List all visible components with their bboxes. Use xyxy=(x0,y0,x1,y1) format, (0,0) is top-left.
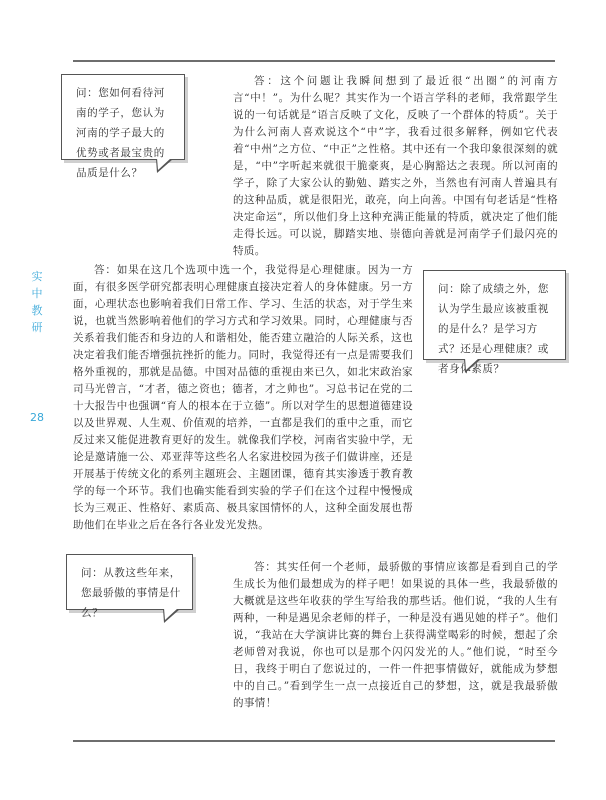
side-label-char: 中 xyxy=(31,287,43,300)
question-3-text: 问：从教这些年来，您最骄傲的事情是什么？ xyxy=(81,567,181,619)
question-bubble-3 xyxy=(66,554,193,619)
bottom-rule xyxy=(73,740,555,742)
answer-1-text: 答：这个问题让我瞬间想到了最近很“出圈”的河南方言“中！”。为什么呢？其实作为一个语言学科的老师，我常跟学生说的一句话就是“语言反映了文化，反映了一个群体的特质”。关于为什么河南人喜欢说这个“中”字，我看过很多解释，例如它代表着“中州”之方位、“中正”之性格。其中还有一个我印象很深刻的就是，“中”字听起来就很干脆豪爽，是心胸豁达之表现。所以河南的学子，除了大家公认的勤勉、踏实之外，当然也有河南人普遍具有的这种品质，就是很阳光，敢亮，向上向善。中国有句老话是“性格决定命运”，所以他们身上这种充满正能量的特质，就决定了他们能走得长远。可以说，脚踏实地、崇德向善就是河南学子们最闪亮的特质。 xyxy=(233,75,558,257)
question-1-text: 问：您如何看待河南的学子，您认为河南的学子最大的优势或者最宝贵的品质是什么？ xyxy=(76,87,165,179)
page-number: 28 xyxy=(30,411,44,424)
side-label-char: 实 xyxy=(31,270,43,283)
side-label-char: 教 xyxy=(31,304,43,317)
answer-3-text: 答：其实任何一个老师，最骄傲的事情应该都是看到自己的学生成长为他们最想成为的样子吧！如果说的具体一些，我最骄傲的大概就是这些年收获的学生写给我的那些话。他们说，“我的人生有两种，一种是遇见余老师的样子，一种是没有遇见她的样子”。他们说，“我站在大学演讲比赛的舞台上获得满堂喝彩的时候，想起了余老师曾对我说，你也可以是那个闪闪发光的人。”他们说，“时至今日，我终于明白了您说过的，一件一件把事情做好，就能成为梦想中的自己。”看到学生一点一点接近自己的梦想，这，就是我最骄傲的事情！ xyxy=(233,561,558,709)
question-bubble-2 xyxy=(423,270,566,375)
section-side-label xyxy=(30,268,44,336)
top-rule xyxy=(73,60,555,62)
answer-2-text: 答：如果在这几个选项中选一个，我觉得是心理健康。因为一方面，有很多医学研究都表明心理健康直接决定着人的身体健康。另一方面，心理状态也影响着我们日常工作、学习、生活的状态，对于学生来说，也就当然影响着他们的学习方式和学习效果。同时，心理健康与否关系着我们能否和身边的人和谐相处，能否建立融洽的人际关系，这也决定着我们能否增强抗挫折的能力。同时，我觉得还有一点是需要我们格外重视的，那就是品德。中国对品德的重视由来已久，如北宋政治家司马光曾言，“才者，德之资也；德者，才之帅也”。习总书记在党的二十大报告中也强调“育人的根本在于立德”。所以对学生的思想道德建设以及世界观、人生观、价值观的培养，一直都是我们的重中之重，而它反过来又能促进教育更好的发生。就像我们学校，河南省实验中学，无论是邀请施一公、邓亚萍等这些名人名家进校园为孩子们做讲座，还是开展基于传统文化的系列主题班会、主题团课，德育其实渗透于教育教学的每一个环节。我们也确实能看到实验的学子们在这个过程中慢慢成长为三观正、性格好、素质高、极具家国情怀的人，这种全面发展也帮助他们在毕业之后在各行各业发光发热。 xyxy=(73,264,413,531)
question-2-text: 问：除了成绩之外，您认为学生最应该被重视的是什么？是学习方式？还是心理健康？或者身体素质？ xyxy=(438,283,549,375)
question-bubble-1 xyxy=(61,74,185,179)
side-label-char: 研 xyxy=(31,321,43,334)
